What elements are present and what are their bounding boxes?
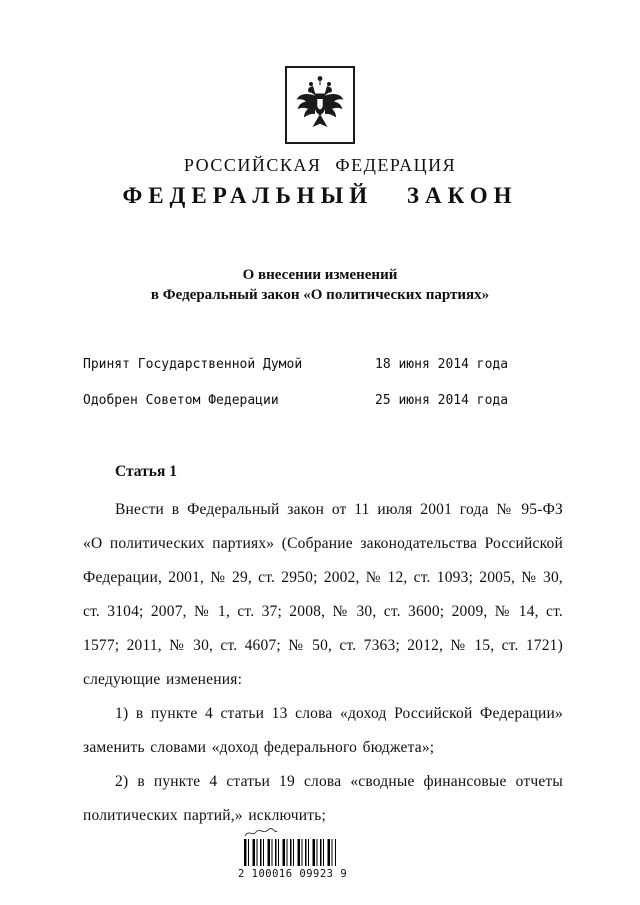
double-headed-eagle-icon [294, 74, 346, 137]
approved-by-federation-label: Одобрен Советом Федерации [83, 393, 279, 408]
article-1-body [83, 493, 563, 833]
adopted-by-duma-row [83, 355, 563, 375]
adoption-block [83, 355, 563, 411]
article-1-heading: Статья 1 [115, 463, 177, 480]
law-title-line2: в Федеральный закон «О политических партиях» [150, 287, 490, 303]
publication-barcode [238, 828, 348, 880]
law-title [0, 265, 640, 305]
barcode-bars [244, 839, 336, 866]
approved-by-federation-row [83, 391, 563, 411]
coat-of-arms-emblem [285, 66, 355, 144]
approved-by-federation-date: 25 июня 2014 года [375, 393, 509, 408]
document-type-heading: ФЕДЕРАЛЬНЫЙ ЗАКОН [122, 183, 518, 208]
law-title-line1: О внесении изменений [242, 267, 398, 283]
adopted-by-duma-label: Принят Государственной Думой [83, 357, 303, 372]
adopted-by-duma-date: 18 июня 2014 года [375, 357, 509, 372]
scan-mark-icon [244, 828, 278, 838]
paragraph-item-2: 2) в пункте 4 статьи 19 слова «сводные финансовые отчеты политических партий,» исключить; [83, 773, 563, 824]
paragraph-intro: Внести в Федеральный закон от 11 июля 2001 года № 95-ФЗ «О политических партиях» (Собрание законодательства Российской Федерации, 2001, № 29, ст. 2950; 2002, № 12, ст. 1093; 2005, № 30, ст. 3104; 2007, № 1, ст. 37; 2008, № 30, ст. 3600; 2009, № 14, ст. 1577; 2011, № 30, ст. 4607; № 50, ст. 7363; 2012, № 15, ст. 1721) следующие изменения: [83, 501, 563, 688]
barcode-digits: 2 100016 09923 9 [238, 868, 348, 880]
paragraph-item-1: 1) в пункте 4 статьи 13 слова «доход Российской Федерации» заменить словами «доход федерального бюджета»; [83, 705, 563, 756]
country-name: РОССИЙСКАЯ ФЕДЕРАЦИЯ [183, 155, 457, 175]
